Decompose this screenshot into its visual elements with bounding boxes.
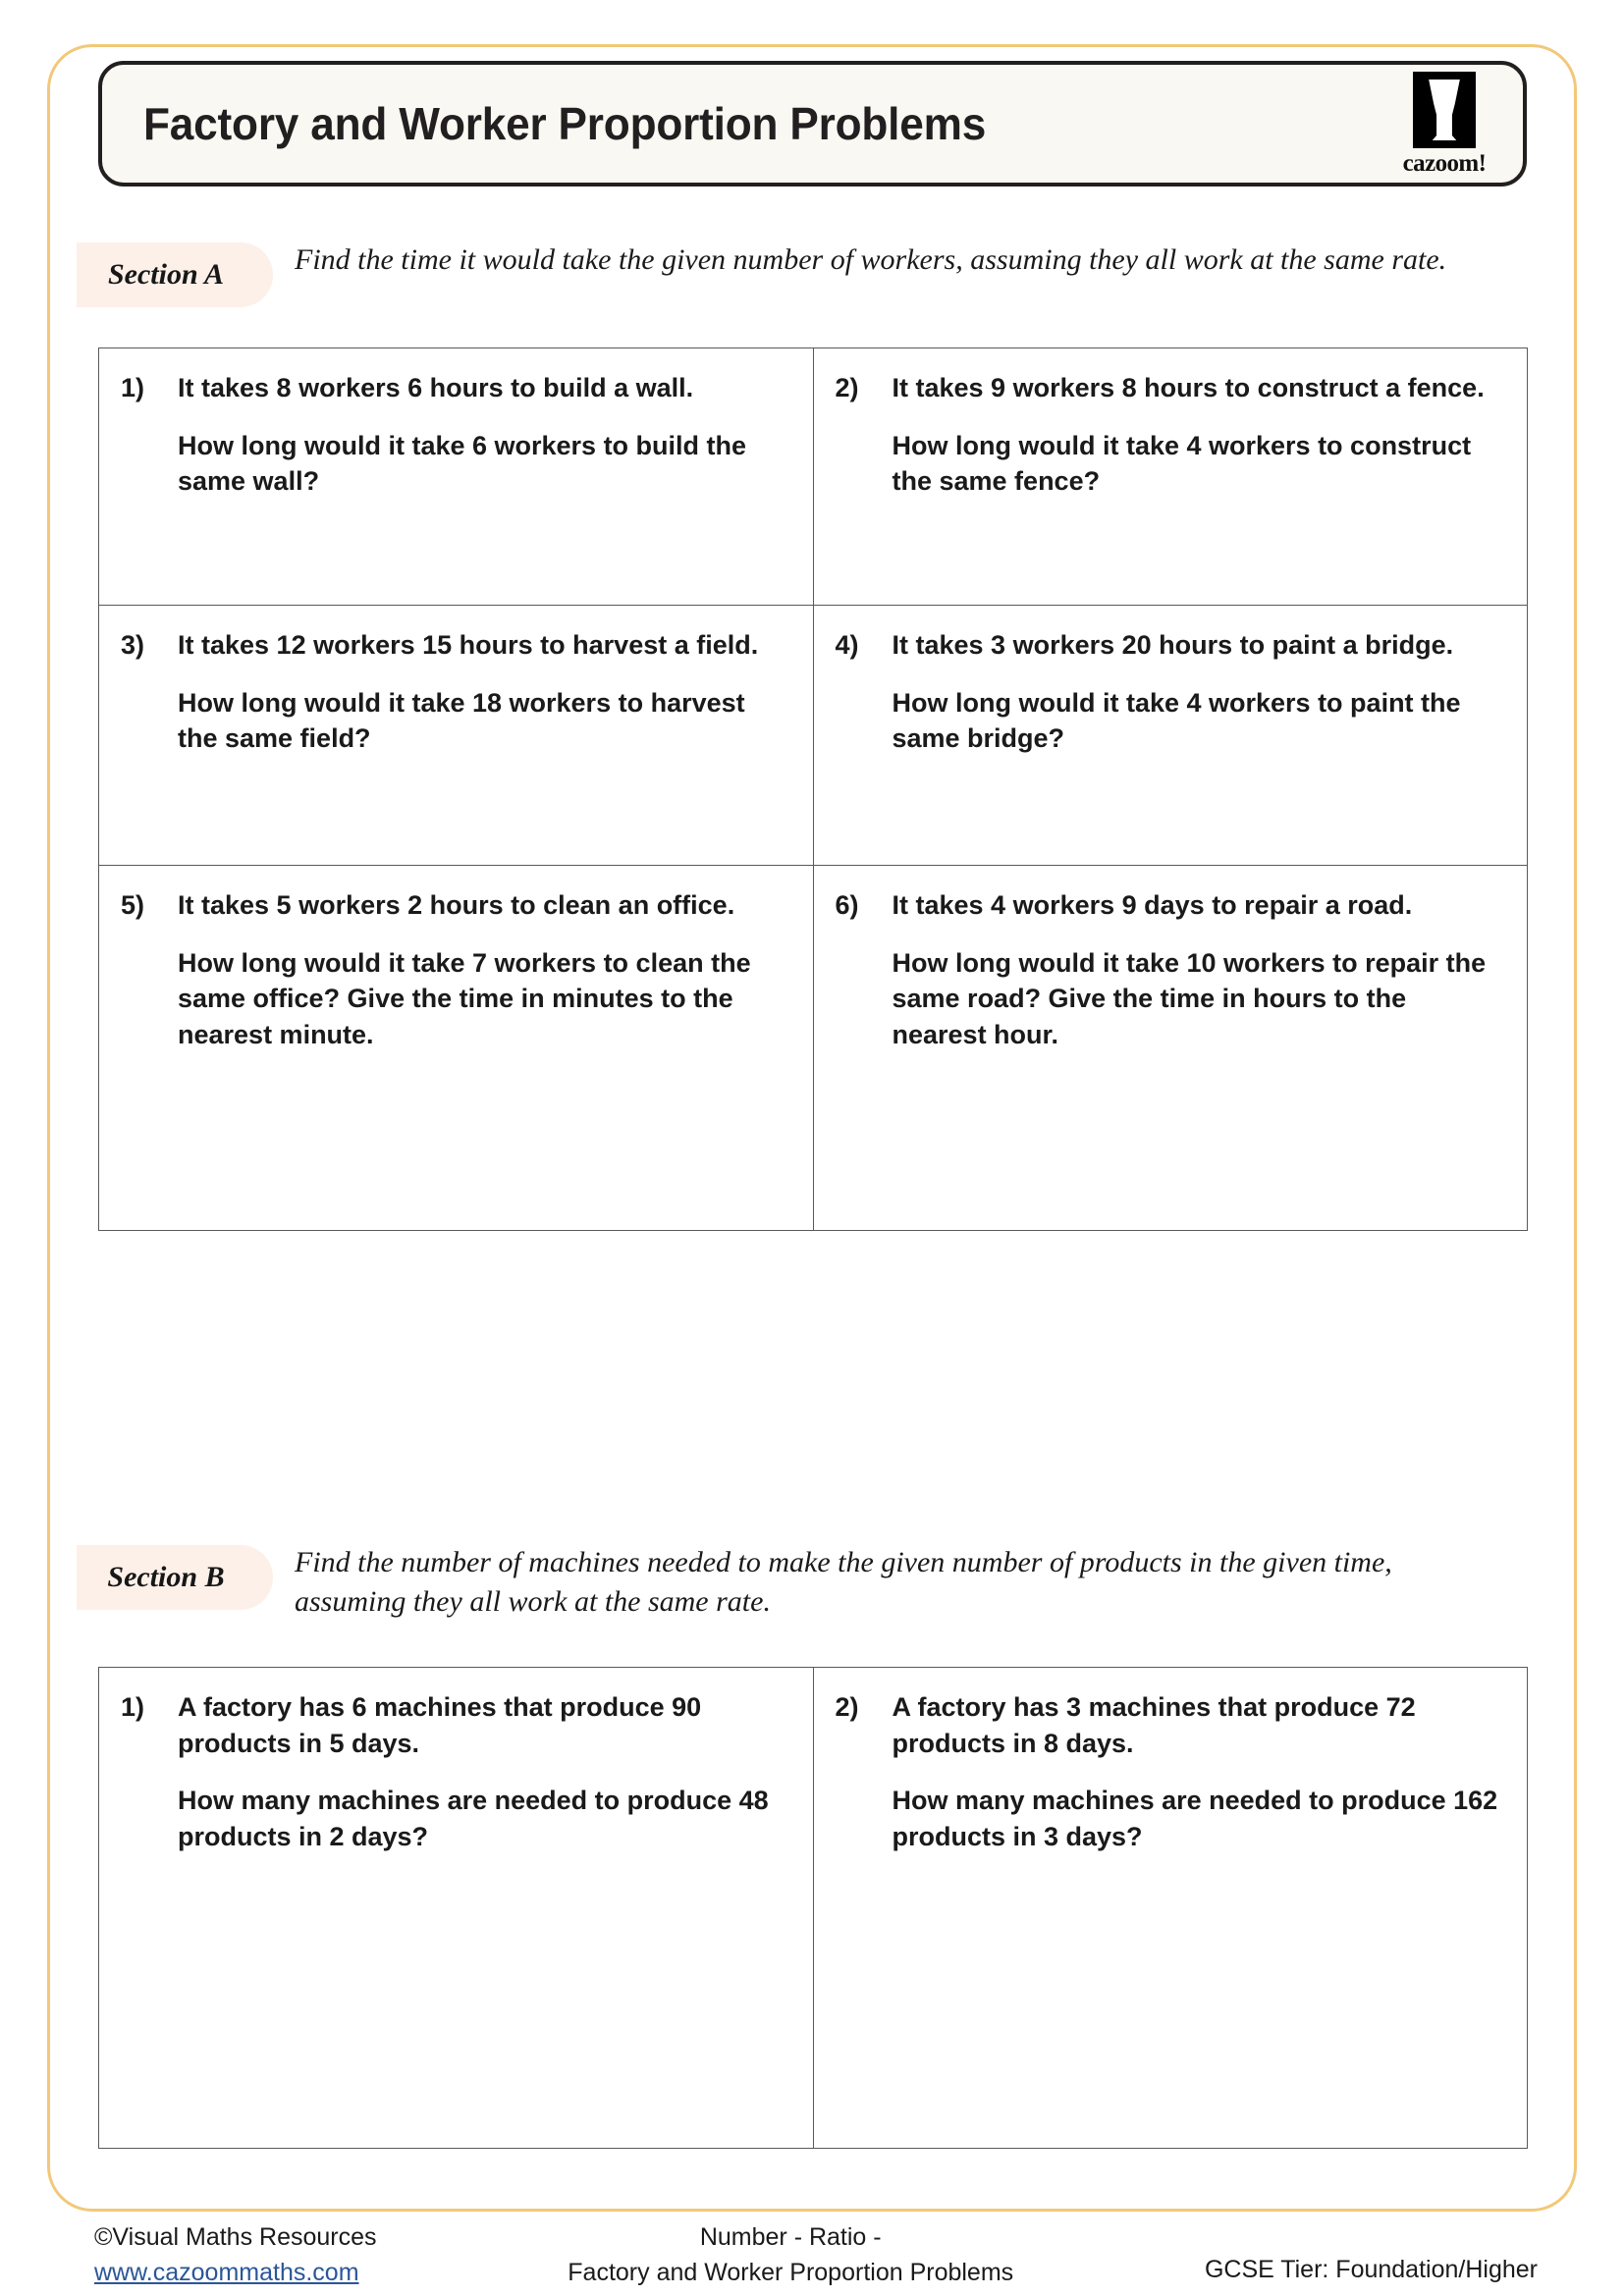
section-a-instruction: Find the time it would take the given number of workers, assuming they all work at the same rate.	[295, 243, 1447, 276]
section-b-badge	[77, 1545, 273, 1610]
question-line: How many machines are needed to produce 48 products in 2 days?	[178, 1786, 769, 1852]
tier-text: GCSE Tier: Foundation/Higher	[1204, 2256, 1538, 2283]
question-line: It takes 4 workers 9 days to repair a road.	[892, 890, 1413, 920]
section-b-header	[77, 1541, 1510, 1622]
question-cell-a3	[99, 606, 814, 866]
question-line: It takes 9 workers 8 hours to construct a fence.	[892, 373, 1485, 402]
question-cell-a4	[813, 606, 1528, 866]
worksheet-header	[98, 61, 1527, 187]
question-cell-a2	[813, 348, 1528, 606]
question-line: How long would it take 6 workers to build the same wall?	[178, 430, 747, 497]
question-line: A factory has 6 machines that produce 90 products in 5 days.	[178, 1692, 702, 1758]
footer-left	[94, 2220, 377, 2290]
topic-line-1: Number - Ratio -	[699, 2223, 882, 2251]
question-line: It takes 8 workers 6 hours to build a wall.	[178, 373, 694, 402]
section-b-questions-table	[98, 1667, 1528, 2149]
section-a-header	[77, 239, 1510, 307]
page-title: Factory and Worker Proportion Problems	[143, 98, 987, 149]
question-line: How long would it take 7 workers to clean the same office? Give the time in minutes to the nearest minute.	[178, 947, 751, 1050]
question-line: How long would it take 18 workers to harvest the same field?	[178, 687, 745, 754]
question-cell-a6	[813, 866, 1528, 1231]
question-number: 6)	[835, 890, 859, 920]
copyright-text: ©Visual Maths Resources	[94, 2223, 377, 2251]
table-row	[99, 348, 1528, 606]
question-line: How long would it take 4 workers to paint the same bridge?	[892, 687, 1461, 754]
cazoom-logo	[1391, 72, 1497, 176]
table-row	[99, 1668, 1528, 2149]
section-b-badge-label: Section B	[107, 1561, 225, 1593]
question-number: 2)	[835, 373, 859, 402]
question-number: 2)	[835, 1692, 859, 1722]
question-number: 3)	[121, 630, 145, 660]
question-line: How long would it take 10 workers to repair the same road? Give the time in hours to the nearest hour.	[892, 947, 1487, 1050]
table-row	[99, 606, 1528, 866]
topic-line-2: Factory and Worker Proportion Problems	[568, 2258, 1014, 2286]
question-line: How many machines are needed to produce 162 products in 3 days?	[892, 1786, 1498, 1852]
question-number: 5)	[121, 890, 145, 920]
question-cell-b2	[813, 1668, 1528, 2149]
question-line: A factory has 3 machines that produce 72 products in 8 days.	[892, 1692, 1416, 1758]
question-number: 4)	[835, 630, 859, 660]
question-line: How long would it take 4 workers to construct the same fence?	[892, 430, 1472, 497]
section-a-badge-label: Section A	[107, 258, 225, 291]
hourglass-icon	[1427, 80, 1462, 140]
question-line: It takes 3 workers 20 hours to paint a bridge.	[892, 630, 1454, 660]
question-number: 1)	[121, 373, 145, 402]
question-cell-a1	[99, 348, 814, 606]
footer-right	[1205, 2220, 1538, 2288]
question-cell-a5	[99, 866, 814, 1231]
logo-mark-icon	[1413, 72, 1476, 148]
question-line: It takes 12 workers 15 hours to harvest a field.	[178, 630, 759, 660]
section-a-questions-table	[98, 347, 1528, 1231]
section-a-badge	[77, 242, 273, 307]
table-row	[99, 866, 1528, 1231]
cazoommaths-link[interactable]: www.cazoommaths.com	[94, 2258, 359, 2286]
page-footer	[94, 2220, 1538, 2290]
question-number: 1)	[121, 1692, 145, 1722]
question-cell-b1	[99, 1668, 814, 2149]
footer-center	[377, 2220, 1205, 2290]
logo-wordmark: cazoom!	[1402, 150, 1487, 177]
question-line: It takes 5 workers 2 hours to clean an office.	[178, 890, 735, 920]
section-b-instruction: Find the number of machines needed to make the given number of products in the given time, assuming they all work at the same rate.	[295, 1546, 1392, 1618]
